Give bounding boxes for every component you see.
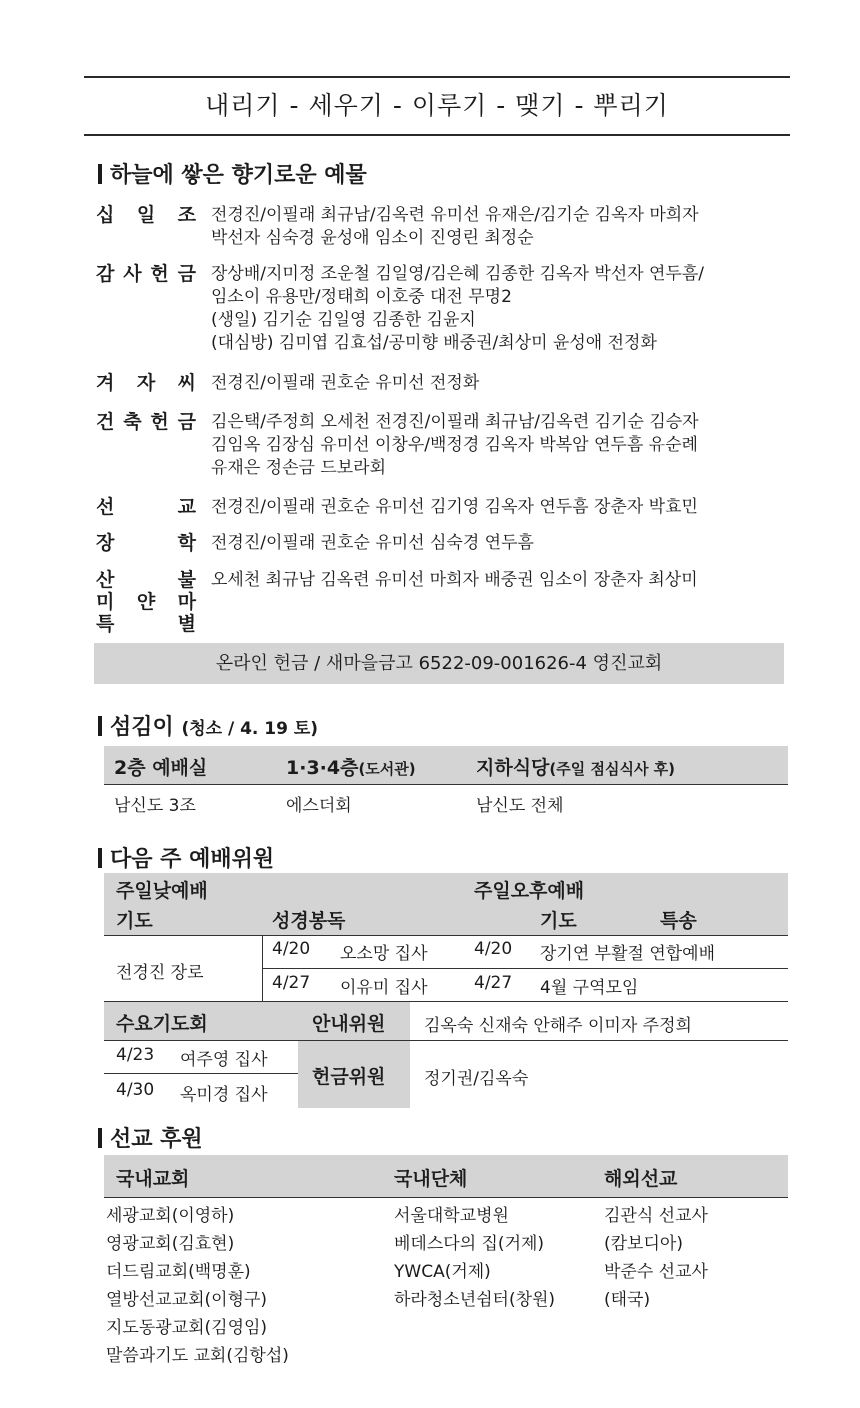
offering-names: 김은택/주정희 오세천 전경진/이필래 최규남/김옥련 김기순 김승자 김임옥 김장심 유미선 이창우/백정경 김옥자 박복암 연두흠 유순례 유재은 정손금 드보라회 <box>211 412 699 478</box>
domestic-church: 열방선교교회(이형구) <box>106 1290 268 1310</box>
domestic-church: 더드림교회(백명훈) <box>106 1262 251 1282</box>
serving-header-1: 2층 예배실 <box>114 757 208 779</box>
missions-title-text: 선교 후원 <box>110 1127 203 1152</box>
serving-header-3: 지하식당(주일 점심식사 후) <box>476 757 676 779</box>
prayer-header: 기도 <box>116 910 153 932</box>
domestic-orgs-header: 국내단체 <box>394 1168 468 1190</box>
offering-names: 전경진/이필래 최규남/김옥련 유미선 유재은/김기순 김옥자 마희자 박선자 심숙경 윤성애 임소이 진영린 최정순 <box>211 205 699 248</box>
offerings-title <box>98 158 367 189</box>
wednesday-name: 여주영 집사 <box>180 1050 268 1070</box>
domestic-churches-header: 국내교회 <box>116 1168 190 1190</box>
domestic-church: 지도동광교회(김영임) <box>106 1318 268 1338</box>
domestic-org: YWCA(거제) <box>394 1262 491 1282</box>
serving-header-2: 1·3·4층(도서관) <box>286 757 416 779</box>
offering-label: 겨 자 씨 <box>96 372 196 394</box>
offering-label: 장 학 <box>96 532 196 554</box>
offerings-title-text: 하늘에 쌓은 향기로운 예물 <box>110 163 367 188</box>
sunday-morning-label: 주일낮예배 <box>116 880 208 902</box>
worship-header-rule <box>104 935 788 936</box>
offering-names: 전경진/이필래 권호순 유미선 심숙경 연두흠 <box>211 533 534 553</box>
offering-names: 장상배/지미정 조운철 김일영/김은혜 김종한 김옥자 박선자 연두흠/ 임소이 유용만/정태희 이호중 대전 무명2 (생일) 김기순 김일영 김종한 김윤지 (대심방) 김미엽 김효섭/공미향 배중권/최상미 윤성애 전정화 <box>211 264 704 353</box>
worship-title <box>98 842 274 873</box>
offering-committee-names: 정기권/김옥숙 <box>424 1069 529 1089</box>
offering-label: 건 축 헌 금 <box>96 411 196 433</box>
online-offering-account: 온라인 헌금 / 새마을금고 6522-09-001626-4 영진교회 <box>94 643 784 684</box>
afternoon-date: 4/27 <box>474 973 513 993</box>
serving-subtitle: (청소 / 4. 19 토) <box>181 719 319 739</box>
title-bar <box>98 164 102 184</box>
overseas-item: (캄보디아) <box>604 1234 683 1254</box>
usher-label: 안내위원 <box>312 1013 386 1035</box>
domestic-org: 베데스다의 집(거제) <box>394 1234 545 1254</box>
domestic-org: 하라청소년쉼터(창원) <box>394 1290 556 1310</box>
reading-date: 4/20 <box>272 939 311 959</box>
offering-names: 전경진/이필래 권호순 유미선 김기영 김옥자 연두흠 장춘자 박효민 <box>211 497 698 517</box>
title-bar <box>98 848 102 868</box>
reader-name: 오소망 집사 <box>340 944 428 964</box>
overseas-item: (태국) <box>604 1290 651 1310</box>
usher-rule <box>104 1040 788 1041</box>
wednesday-date: 4/23 <box>116 1045 155 1065</box>
offering-names: 전경진/이필래 권호순 유미선 전정화 <box>211 373 480 393</box>
afternoon-item: 장기연 부활절 연합예배 <box>540 944 716 964</box>
worship-title-text: 다음 주 예배위원 <box>110 847 275 872</box>
domestic-church: 세광교회(이영하) <box>106 1206 235 1226</box>
wednesday-row-rule <box>104 1073 298 1074</box>
afternoon-item: 4월 구역모임 <box>540 978 639 998</box>
missions-title <box>98 1122 203 1153</box>
sunday-afternoon-label: 주일오후예배 <box>474 880 585 902</box>
missions-header-rule <box>104 1197 788 1198</box>
offering-names: 오세천 최규남 김옥련 유미선 마희자 배중권 임소이 장춘자 최상미 <box>211 570 698 590</box>
overseas-header: 해외선교 <box>604 1168 678 1190</box>
usher-names: 김옥숙 신재숙 안해주 이미자 주정희 <box>424 1016 692 1036</box>
offering-label: 산 불 미 얀 마 특 별 <box>96 569 196 635</box>
overseas-item: 박준수 선교사 <box>604 1262 708 1282</box>
offering-label: 십 일 조 <box>96 204 196 226</box>
serving-value-3: 남신도 전체 <box>476 796 564 816</box>
serving-header-rule <box>104 784 788 785</box>
reading-date: 4/27 <box>272 973 311 993</box>
offering-label: 선 교 <box>96 496 196 518</box>
domestic-church: 말씀과기도 교회(김항섭) <box>106 1346 289 1366</box>
afternoon-date: 4/20 <box>474 939 513 959</box>
special-song-header: 특송 <box>660 910 697 932</box>
wednesday-label: 수요기도회 <box>116 1013 208 1035</box>
motto-box <box>84 76 790 136</box>
offering-committee-label: 헌금위원 <box>312 1066 386 1088</box>
worship-row-rule <box>262 968 788 969</box>
serving-value-2: 에스더회 <box>286 796 352 816</box>
wednesday-name: 옥미경 집사 <box>180 1085 268 1105</box>
title-bar <box>98 1128 102 1148</box>
serving-value-1: 남신도 3조 <box>114 796 196 816</box>
offering-label: 감 사 헌 금 <box>96 263 196 285</box>
serving-title <box>98 710 318 741</box>
domestic-org: 서울대학교병원 <box>394 1206 509 1226</box>
reading-header: 성경봉독 <box>272 910 346 932</box>
domestic-church: 영광교회(김효현) <box>106 1234 235 1254</box>
prayer-name: 전경진 장로 <box>116 963 204 983</box>
reader-name: 이유미 집사 <box>340 978 428 998</box>
overseas-item: 김관식 선교사 <box>604 1206 708 1226</box>
motto-bottom-rule <box>84 134 790 136</box>
wednesday-date: 4/30 <box>116 1080 155 1100</box>
serving-title-text: 섬김이 <box>110 715 174 740</box>
afternoon-prayer-header: 기도 <box>540 910 577 932</box>
title-bar <box>98 716 102 736</box>
motto-text: 내리기 - 세우기 - 이루기 - 맺기 - 뿌리기 <box>205 91 669 120</box>
